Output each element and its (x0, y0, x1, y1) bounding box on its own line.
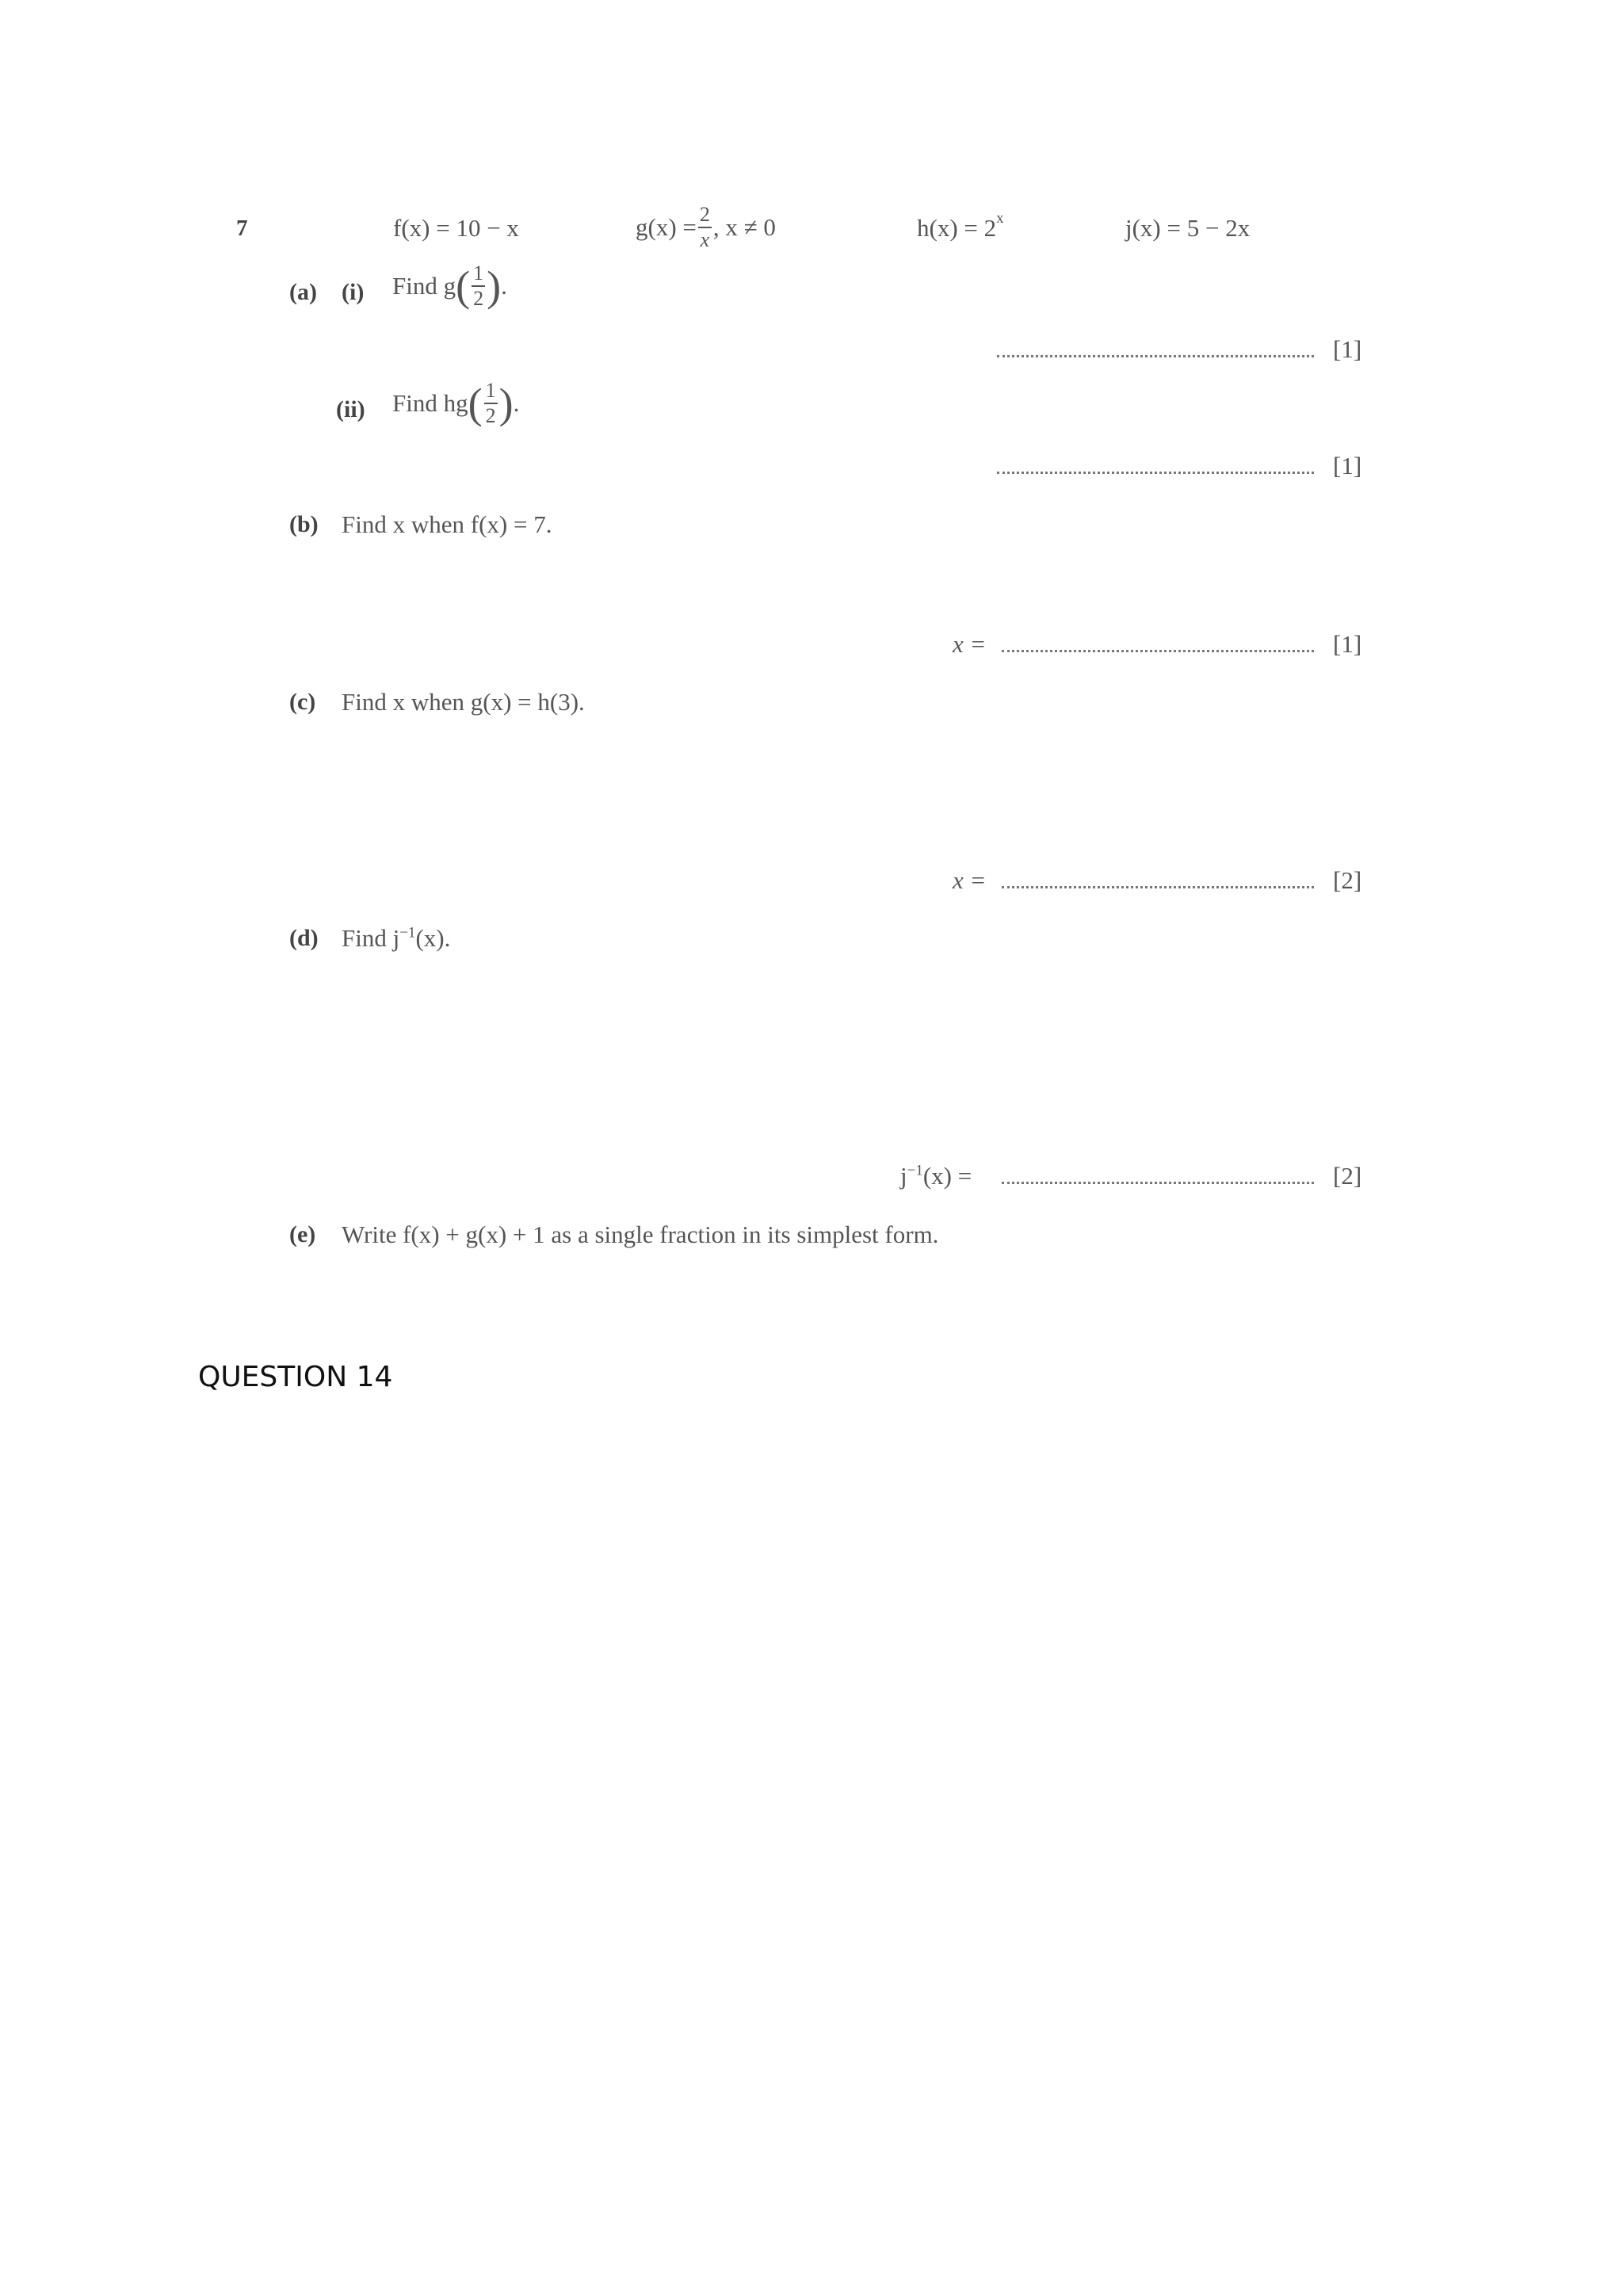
part-d-answer-arg: (x) = (922, 1162, 972, 1190)
function-g-fraction (698, 204, 712, 250)
answer-line-a-ii[interactable] (997, 472, 1314, 474)
part-e-label: (e) (289, 1221, 316, 1247)
left-paren: ( (456, 262, 471, 310)
function-h-exponent: x (996, 209, 1004, 227)
function-g (636, 204, 776, 250)
right-paren: ) (498, 380, 514, 427)
part-a-i-text (392, 263, 507, 309)
part-a-label: (a) (289, 279, 317, 305)
mark-d: [2] (1333, 1162, 1362, 1190)
function-f: f(x) = 10 − x (393, 214, 519, 242)
function-g-condition: , x ≠ 0 (712, 213, 776, 241)
fraction-half (484, 380, 498, 426)
fraction-half (472, 263, 485, 309)
fraction-denominator: 2 (485, 404, 496, 427)
mark-b: [1] (1333, 630, 1362, 658)
part-c-answer-label: x = (953, 866, 987, 894)
part-c-label: (c) (289, 689, 316, 715)
right-paren: ) (487, 262, 502, 310)
question-heading: QUESTION 14 (198, 1361, 393, 1393)
part-d-answer-j: j (900, 1162, 907, 1190)
part-a-i-label: (i) (342, 279, 365, 305)
question-number: 7 (236, 216, 248, 241)
function-h (917, 209, 1004, 243)
fraction-numerator: 1 (472, 263, 485, 287)
period: . (513, 389, 520, 417)
mark-c: [2] (1333, 866, 1362, 894)
part-a-ii-text (392, 380, 519, 426)
inverse-superscript: −1 (399, 924, 416, 942)
part-d-find: Find j (342, 924, 400, 952)
answer-inverse-superscript: −1 (907, 1162, 923, 1179)
part-b-answer-label: x = (953, 630, 987, 658)
part-c-text: Find x when g(x) = h(3). (342, 688, 585, 716)
part-e-text: Write f(x) + g(x) + 1 as a single fraction in its simplest form. (342, 1221, 939, 1248)
part-b-label: (b) (289, 511, 319, 537)
part-a-i-find: Find g (392, 272, 456, 300)
part-d-answer-label (900, 1162, 972, 1190)
part-a-ii-label: (ii) (336, 396, 365, 422)
function-j: j(x) = 5 − 2x (1125, 214, 1251, 242)
function-g-denominator: x (700, 228, 710, 251)
part-b-text: Find x when f(x) = 7. (342, 510, 552, 538)
part-d-text (342, 924, 450, 953)
part-d-label: (d) (289, 925, 319, 951)
fraction-numerator: 1 (484, 380, 498, 404)
answer-line-b[interactable] (1002, 650, 1314, 652)
answer-line-a-i[interactable] (997, 355, 1314, 357)
part-a-ii-find: Find hg (392, 389, 468, 417)
fraction-denominator: 2 (473, 287, 484, 310)
function-h-lhs: h(x) = 2 (917, 214, 997, 242)
period: . (501, 272, 507, 300)
answer-line-c[interactable] (1002, 886, 1314, 888)
function-g-numerator: 2 (698, 204, 712, 228)
part-d-arg: (x). (415, 924, 451, 952)
answer-line-d[interactable] (1002, 1182, 1314, 1184)
mark-a-i: [1] (1333, 335, 1362, 363)
mark-a-ii: [1] (1333, 452, 1362, 479)
left-paren: ( (468, 380, 483, 427)
function-g-lhs: g(x) = (636, 213, 697, 241)
